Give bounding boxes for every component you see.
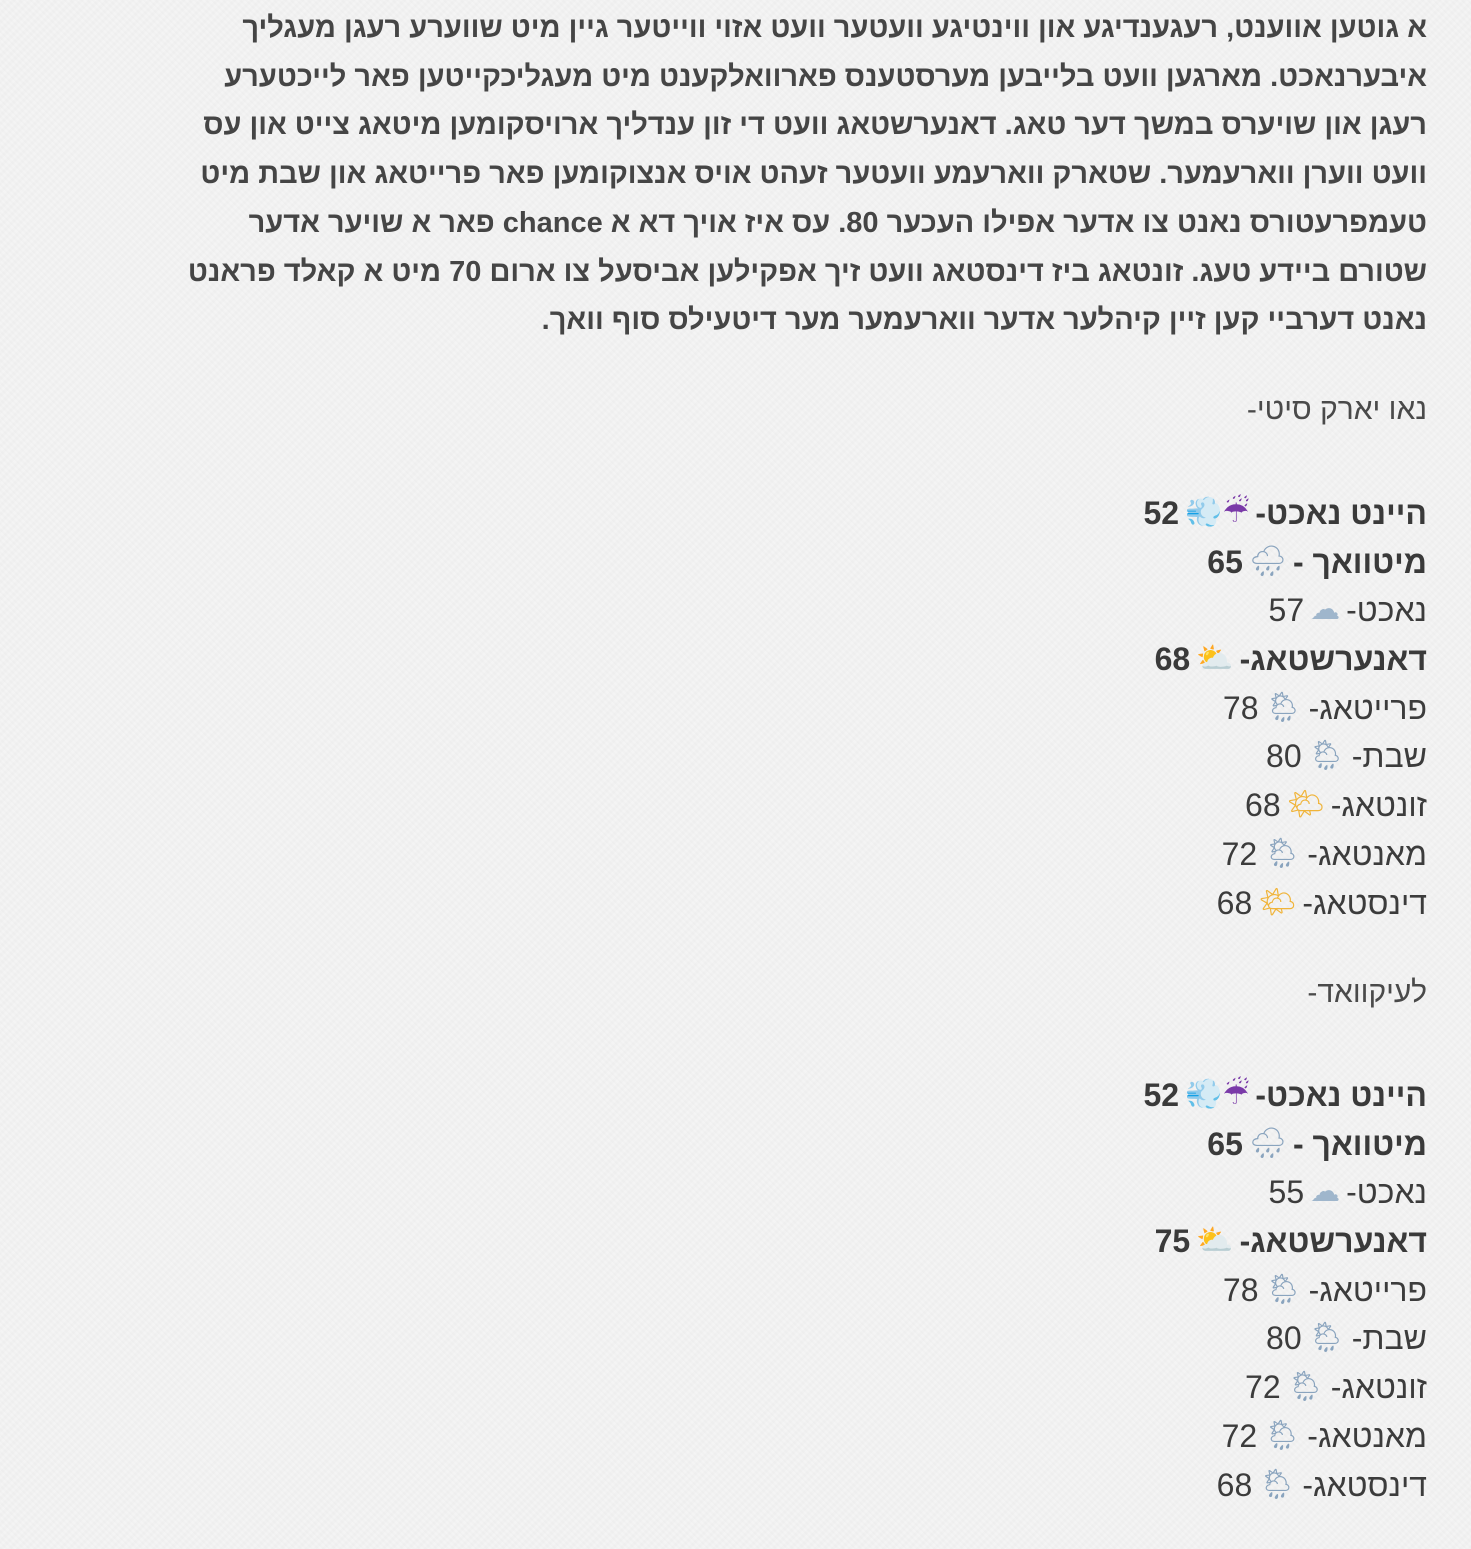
sun-behind-cloud-icon: ⛅ (1196, 1223, 1234, 1259)
forecast-day-label: מאנטאג- (1307, 1417, 1427, 1454)
forecast-temperature: 80 (1266, 738, 1302, 775)
forecast-row (1144, 1314, 1428, 1363)
forecast-row (1144, 1217, 1428, 1266)
forecast-temperature: 65 (1207, 543, 1243, 580)
forecast-temperature: 68 (1154, 641, 1191, 678)
weather-icons (1265, 684, 1303, 733)
forecast-day-label: דאנערשטאג- (1239, 1223, 1427, 1260)
weather-icons (1287, 1363, 1325, 1412)
sun-behind-rain-cloud-icon: 🌦 (1307, 1320, 1346, 1356)
forecast-row (1144, 1363, 1428, 1412)
forecast-row (1144, 1461, 1428, 1510)
paragraph-line: איבערנאכט. מארגען וועט בלייבען מערסטענס פארוואלקענט מיט מעגליכקייטען פאר לייכטערע (224, 60, 1427, 93)
rain-cloud-icon: 🌧 (1248, 1125, 1287, 1161)
paragraph-line: רעגן און שויערס במשך דער טאג. דאנערשטאג וועט די זון ענדליך ארויסקומען מיטאג צייט און עס (203, 109, 1427, 142)
paragraph-line: שטורם ביידע טעג. זונטאג ביז דינסטאג וועט זיך אפקילען אביסעל צו ארום 70 מיט א קאלד פראנט (187, 255, 1427, 288)
weather-icons (1196, 1217, 1233, 1266)
paragraph-line: וועט ווערן ווארעמער. שטארק ווארעמע וועטער זעהט אויס אנצוקומען פאר פרייטאג און שבת מיט (200, 158, 1427, 191)
weather-icons (1265, 1266, 1303, 1315)
weather-icons (1185, 1071, 1249, 1120)
forecast-row (1144, 684, 1428, 733)
forecast-row (1144, 1266, 1428, 1315)
forecast-temperature: 68 (1216, 1466, 1253, 1503)
forecast-day-label: דאנערשטאג- (1239, 641, 1427, 678)
weather-icons (1310, 1168, 1340, 1217)
weather-icons (1249, 538, 1287, 587)
forecast-day-label: פרייטאג- (1308, 1271, 1427, 1308)
forecast-row (1144, 830, 1428, 879)
forecast-row (1144, 489, 1428, 538)
section-heading-nyc: נאו יארק סיטי- (1246, 393, 1427, 426)
weather-icons (1249, 1120, 1287, 1169)
forecast-row (1144, 635, 1428, 684)
sun-behind-small-cloud-icon: 🌤 (1258, 884, 1297, 920)
forecast-day-label: היינט נאכט- (1255, 1077, 1427, 1113)
forecast-temperature: 55 (1268, 1174, 1305, 1211)
sun-behind-rain-cloud-icon: 🌦 (1258, 1466, 1297, 1502)
forecast-day-label: מיטוואך - (1292, 543, 1427, 580)
weather-icons (1287, 781, 1325, 830)
forecast-row (1144, 781, 1428, 830)
rain-cloud-icon: 🌧 (1248, 543, 1287, 579)
forecast-day-label: זונטאג- (1330, 1369, 1427, 1406)
weather-icons (1308, 1314, 1346, 1363)
sun-behind-rain-cloud-icon: 🌦 (1264, 1271, 1303, 1307)
forecast-temperature: 78 (1222, 689, 1259, 726)
sun-behind-rain-cloud-icon: 🌦 (1286, 1369, 1325, 1405)
weather-icons (1263, 1412, 1301, 1461)
forecast-row (1144, 538, 1428, 587)
sun-behind-rain-cloud-icon: 🌦 (1263, 835, 1302, 871)
weather-icons (1308, 732, 1346, 781)
forecast-row (1144, 1412, 1428, 1461)
forecast-day-label: זונטאג- (1330, 787, 1427, 824)
forecast-temperature: 57 (1268, 592, 1305, 629)
cloud-icon: ☁ (1310, 1174, 1341, 1210)
forecast-day-label: שבת- (1351, 1320, 1427, 1357)
forecast-row (1144, 1120, 1428, 1169)
forecast-row (1144, 586, 1428, 635)
weather-icons (1258, 879, 1296, 928)
forecast-row (1144, 1168, 1428, 1217)
forecast-temperature: 52 (1143, 1077, 1180, 1113)
forecast-row (1144, 879, 1428, 928)
forecast-row (1144, 732, 1428, 781)
forecast-temperature: 72 (1221, 1417, 1258, 1454)
wind-icon: 💨 (1185, 495, 1223, 530)
forecast-day-label: דינסטאג- (1302, 884, 1427, 921)
forecast-temperature: 75 (1154, 1223, 1191, 1260)
forecast-temperature: 78 (1222, 1271, 1259, 1308)
forecast-day-label: מיטוואך - (1292, 1125, 1427, 1162)
umbrella-rain-icon: ☔ (1222, 495, 1250, 530)
forecast-list-nyc (1144, 489, 1428, 927)
sun-behind-rain-cloud-icon: 🌦 (1264, 689, 1303, 725)
sun-behind-cloud-icon: ⛅ (1196, 641, 1234, 677)
forecast-day-label: שבת- (1351, 738, 1427, 775)
paragraph-line: נאנט דערביי קען זיין קיהלער אדער ווארעמער מער דיטעילס סוף וואך. (541, 304, 1427, 337)
forecast-temperature: 65 (1207, 1125, 1243, 1162)
intro-paragraph (107, 4, 1427, 345)
weather-icons (1258, 1461, 1296, 1510)
forecast-temperature: 80 (1266, 1320, 1302, 1357)
weather-icons (1185, 489, 1249, 538)
sun-behind-rain-cloud-icon: 🌦 (1263, 1417, 1302, 1453)
forecast-list-lakewood (1144, 1071, 1428, 1509)
forecast-temperature: 68 (1245, 787, 1281, 824)
cloud-icon: ☁ (1310, 592, 1341, 628)
section-heading-lakewood: לעיקוואד- (1307, 976, 1427, 1009)
forecast-temperature: 68 (1216, 884, 1253, 921)
forecast-day-label: היינט נאכט- (1255, 495, 1427, 531)
weather-icons (1310, 586, 1340, 635)
forecast-day-label: פרייטאג- (1308, 689, 1427, 726)
forecast-day-label: דינסטאג- (1302, 1466, 1427, 1503)
sun-behind-rain-cloud-icon: 🌦 (1307, 738, 1346, 774)
paragraph-line: א גוטען אווענט, רעגענדיגע און ווינטיגע וועטער וועט אזוי ווייטער גיין מיט שווערע רעגן מעגליך (242, 12, 1427, 44)
weather-icons (1263, 830, 1301, 879)
forecast-day-label: נאכט- (1346, 1174, 1427, 1211)
paragraph-line: טעמפרעטורס נאנט צו אדער אפילו העכער 80. עס איז אויך דא א chance פאר א שויער אדער (248, 206, 1427, 239)
umbrella-rain-icon: ☔ (1222, 1077, 1250, 1112)
forecast-day-label: מאנטאג- (1307, 835, 1427, 872)
sun-behind-small-cloud-icon: 🌤 (1286, 787, 1325, 823)
forecast-temperature: 52 (1143, 495, 1180, 531)
weather-icons (1196, 635, 1233, 684)
forecast-temperature: 72 (1245, 1369, 1281, 1406)
forecast-row (1144, 1071, 1428, 1120)
forecast-temperature: 72 (1221, 835, 1258, 872)
forecast-day-label: נאכט- (1346, 592, 1427, 629)
wind-icon: 💨 (1185, 1077, 1223, 1112)
